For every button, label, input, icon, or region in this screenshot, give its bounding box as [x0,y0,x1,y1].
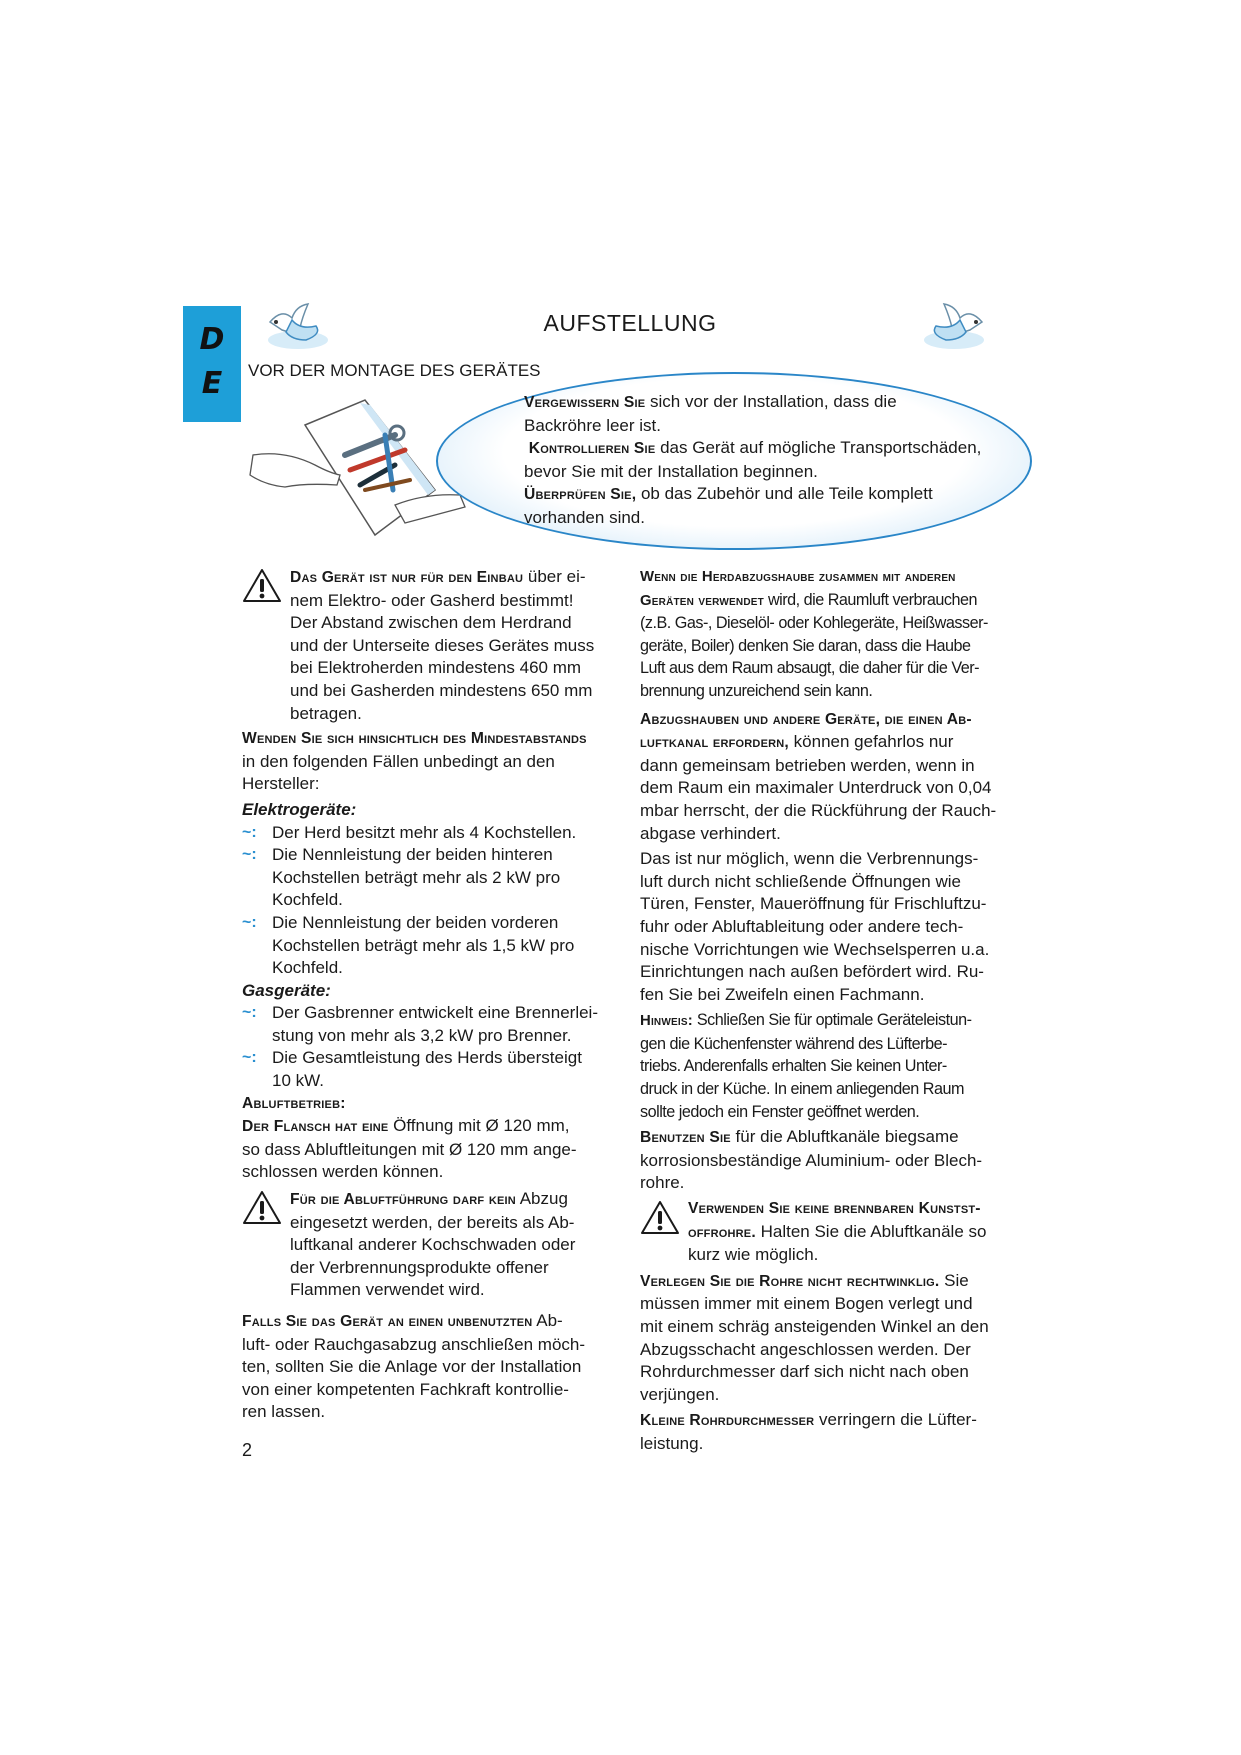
warning-icon [242,1190,282,1226]
page-title: AUFSTELLUNG [543,310,717,336]
warning-abluftfuehrung: Für die Abluftführung darf kein Abzug eingesetzt werden, der bereits als Ab- luftkanal anderer Kochschwaden oder der Verbrennungsprodukte offener Flammen verwendet wird. [242,1188,614,1302]
heading-gasgeraete: Gasgeräte: [242,980,331,1000]
list-item: ~: Der Herd besitzt mehr als 4 Kochstellen. [242,822,614,845]
page-number: 2 [242,1440,253,1460]
bird-icon [262,300,334,352]
paragraph-rohre-verlegen: Verlegen Sie die Rohre nicht rechtwinklig. Sie müssen immer mit einem Bogen verlegt und mit einem schräg ansteigenden Winkel an den Abzugsschacht angeschlossen werden. Der Rohrdurchmesser darf sich nicht nach oben verjüngen. [640,1270,989,1404]
language-letter-d: D [199,322,225,357]
warning-installation: Das Gerät ist nur für den Einbau über ei- nem Elektro- oder Gasherd bestimmt! Der Abstand zwischen dem Herdrand und der Unterseite dieses Gerätes muss bei Elektroherden mindestens 460 mm und bei Gasherden mindestens 650 mm betragen. [242,566,614,725]
warning-kunststoffrohre: Verwenden Sie keine brennbaren Kunstst- offrohre. Halten Sie die Abluftkanäle so kurz wie möglich. [640,1198,1012,1267]
bullet-icon: ~: [242,1049,257,1067]
paragraph-unbenutzter-abzug: Falls Sie das Gerät an einen unbenutzten Ab- luft- oder Rauchgasabzug anschließen möch- ten, sollten Sie die Anlage vor der Installation von einer kompetenten Fachkraft kontrollie- ren lassen. [242,1311,586,1422]
paragraph-raumluft: Wenn die Herdabzugshaube zusammen mit anderen Geräten verwendet wird, die Raumluft verbrauchen (z.B. Gas-, Dieselöl- oder Kohlegeräte, Heißwasser- geräte, Boiler) denken Sie daran, dass die Haube Luft aus dem Raum absaugt, die daher für die Ver- brennung unzureichend sein kann. [640,569,988,700]
bullet-icon: ~: [242,846,257,864]
bullet-icon: ~: [242,823,257,841]
language-letter-e: E [201,366,223,401]
list-item: ~: Die Nennleistung der beiden vorderen Kochstellen beträgt mehr als 1,5 kW pro Kochfeld. [242,912,575,978]
right-column [640,566,1012,1459]
list-item: ~: Der Gasbrenner entwickelt eine Brennerlei- stung von mehr als 3,2 kW pro Brenner. [242,1003,598,1045]
bullet-icon: ~: [242,913,257,931]
warning-icon [640,1200,680,1236]
language-tab [183,306,241,422]
paragraph-unterdruck: Abzugshauben und andere Geräte, die einen Ab- luftkanal erfordern, können gefahrlos nur dann gemeinsam betrieben werden, wenn in dem Raum ein maximaler Unterdruck von 0,04 mbar herrscht, der die Rückführung der Rauch- abgase verhindert. [640,710,997,843]
list-item: ~: Die Gesamtleistung des Herds übersteigt 10 kW. [242,1048,582,1091]
warning-icon [242,568,282,604]
paragraph-hinweis: Hinweis: Schließen Sie für optimale Geräteleistun- gen die Küchenfenster während des Lüfterbe- triebs. Anderenfalls erhalten Sie keinen Unter- druck in der Küche. In einem anliegenden Raum sollte jedoch ein Fenster geöffnet werden. [640,1011,972,1121]
intro-text: Vergewissern Sie sich vor der Installation, dass die Backröhre leer ist. Kontrollieren Sie das Gerät auf mögliche Transportschäden, bevor Sie mit der Installation beginnen. Überprüfen Sie, ob das Zubehör und alle Teile komplett vorhanden sind. [524,392,982,527]
heading-elektrogeraete: Elektrogeräte: [242,799,357,819]
paragraph-mindestabstand: Wenden Sie sich hinsichtlich des Mindestabstands in den folgenden Fällen unbedingt an den Hersteller: [242,730,587,794]
paragraph-abluftkanaele: Benutzen Sie für die Abluftkanäle biegsame korrosionsbeständige Aluminium- oder Blech- rohre. [640,1127,983,1193]
bullet-icon: ~: [242,1004,257,1022]
bird-icon [918,300,990,352]
paragraph-abluftbetrieb: Abluftbetrieb: Der Flansch hat eine Öffnung mit Ø 120 mm, so dass Abluftleitungen mit Ø 120 mm ange- schlossen werden können. [242,1094,577,1182]
paragraph-rohrdurchmesser: Kleine Rohrdurchmesser verringern die Lüfter- leistung. [640,1410,977,1453]
paragraph-verbrennungsluft: Das ist nur möglich, wenn die Verbrennungs- luft durch nicht schließende Öffnungen wie Türen, Fenster, Maueröffnung für Frischluftzu- fuhr oder Abluftableitung oder andere tech- nische Vorrichtungen wie Wechselsperren u.a. Einrichtungen nach außen befördert wird. Ru- fen Sie bei Zweifeln einen Fachmann. [640,849,990,1004]
left-column [242,566,614,1427]
list-item: ~: Die Nennleistung der beiden hinteren Kochstellen beträgt mehr als 2 kW pro Kochfeld. [242,845,561,910]
section-subtitle: VOR DER MONTAGE DES GERÄTES [248,361,541,380]
